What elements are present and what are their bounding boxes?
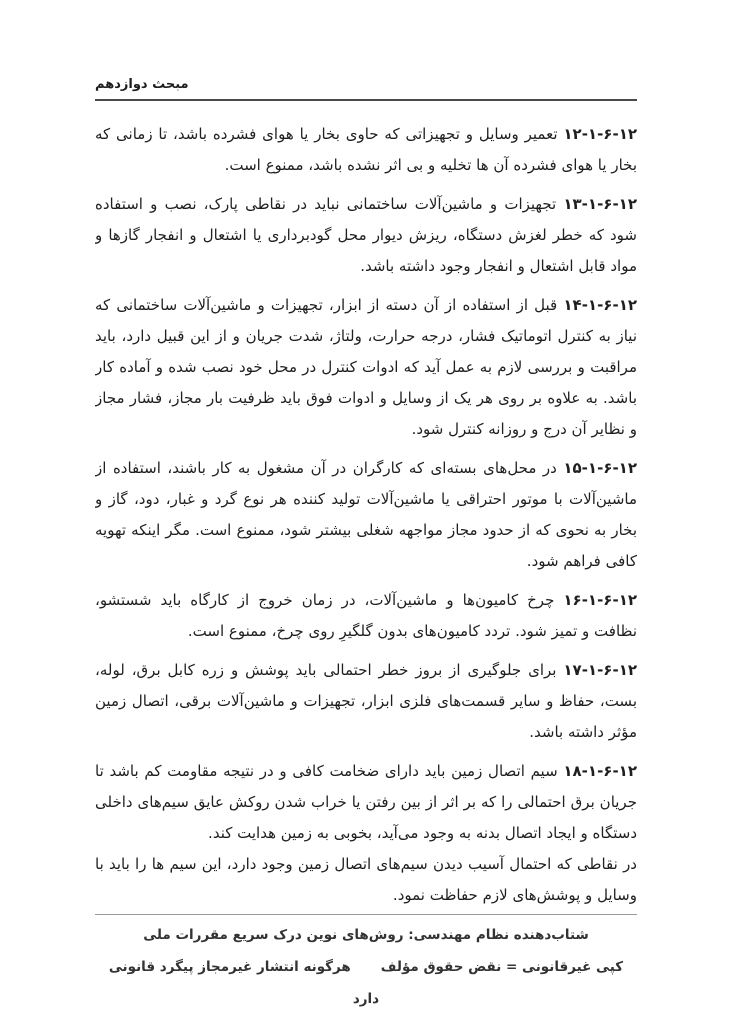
chapter-title: مبحث دوازدهم	[95, 77, 189, 92]
clause-continuation: در نقاطی که احتمال آسیب دیدن سیم‌های اتصال زمین وجود دارد، این سیم ها را باید با وسایل و پوشش‌های لازم حفاظت نمود.	[95, 855, 637, 904]
clause-paragraph	[95, 453, 637, 577]
clause-text: سیم اتصال زمین باید دارای ضخامت کافی و در نتیجه مقاومت کم باشد تا جریان برق احتمالی را که بر اثر از بین رفتن یا خراب شدن روکش عایق سیم‌های داخلی دستگاه و ایجاد اتصال بدنه به وجود می‌آید، بخوبی به زمین هدایت کند.	[95, 762, 637, 842]
clause-number: ۱۵-۱-۶-۱۲	[563, 459, 637, 477]
footer-line-2-left: هرگونه انتشار غیرمجاز پیگرد قانونی دارد	[108, 959, 380, 1007]
clause-paragraph	[95, 911, 637, 912]
clause-text: تعمیر وسایل و تجهیزاتی که حاوی بخار یا هوای فشرده باشد، تا زمانی که بخار یا هوای فشرده آن ها تخلیه و بی اثر نشده باشد، ممنوع است.	[95, 125, 637, 174]
clause-text: تجهیزات و ماشین‌آلات ساختمانی نباید در نقاطی پارک، نصب و استفاده شود که خطر لغزش دستگاه، ریزش دیوار محل گودبرداری یا اشتعال و انفجار گازها و مواد قابل اشتعال و انفجار وجود داشته باشد.	[95, 195, 637, 275]
clause-paragraph	[95, 189, 637, 282]
clause-number: ۱۴-۱-۶-۱۲	[563, 296, 637, 314]
footer-line-2	[95, 951, 637, 1015]
clause-paragraph	[95, 756, 637, 849]
clause-paragraph	[95, 585, 637, 647]
clause-paragraph	[95, 119, 637, 181]
clause-text: در محل‌های بسته‌ای که کارگران در آن مشغول به کار باشند، استفاده از ماشین‌آلات با موتور احتراقی یا ماشین‌آلات تولید کننده هر نوع گرد و غبار، دود، گاز و بخار به نحوی که از حدود مجاز مواجهه شغلی بیشتر شود، ممنوع است. مگر اینکه تهویه کافی فراهم شود.	[95, 459, 637, 570]
clause-paragraph	[95, 655, 637, 748]
clause-number: ۱۳-۱-۶-۱۲	[563, 195, 637, 213]
clause-text: چرخ کامیون‌ها و ماشین‌آلات، در زمان خروج از کارگاه باید شستشو، نظافت و تمیز شود. تردد کامیون‌های بدون گلگیرِ روی چرخ، ممنوع است.	[95, 591, 637, 640]
clause-number: ۱۲-۱-۶-۱۲	[563, 125, 637, 143]
clause-text: برای جلوگیری از بروز خطر احتمالی باید پوشش و زره کابل برق، لوله، بست، حفاظ و سایر قسمت‌های فلزی ابزار، تجهیزات و ماشین‌آلات برقی، اتصال زمین مؤثر داشته باشد.	[95, 661, 637, 741]
clause-number: ۱۷-۱-۶-۱۲	[563, 661, 637, 679]
page-header	[95, 77, 637, 101]
footer-line-1: شتاب‌دهنده نظام مهندسی: روش‌های نوین درک سریع مقررات ملی	[143, 927, 589, 943]
clause-number: ۱۸-۱-۶-۱۲	[563, 762, 637, 780]
clause-paragraph	[95, 290, 637, 445]
clause-number: ۱۶-۱-۶-۱۲	[563, 591, 637, 609]
clauses	[95, 119, 637, 912]
clause-text: قبل از استفاده از آن دسته از ابزار، تجهیزات و ماشین‌آلات ساختمانی که نیاز به کنترل اتوماتیک فشار، درجه حرارت، ولتاژ، شدت جریان و از این قبیل دارد، باید مراقبت و بررسی لازم به عمل آید که ادوات کنترل در محل خود نصب شده و آماده کار باشد. به علاوه بر روی هر یک از وسایل و ادوات فوق باید ظرفیت بار مجاز، فشار مجاز و نظایر آن درج و روزانه کنترل شود.	[95, 296, 637, 438]
footer-line-3	[95, 1015, 637, 1024]
footer-line-2-right: کپی غیرقانونی = نقض حقوق مؤلف	[380, 959, 624, 975]
page-footer	[95, 914, 637, 1024]
